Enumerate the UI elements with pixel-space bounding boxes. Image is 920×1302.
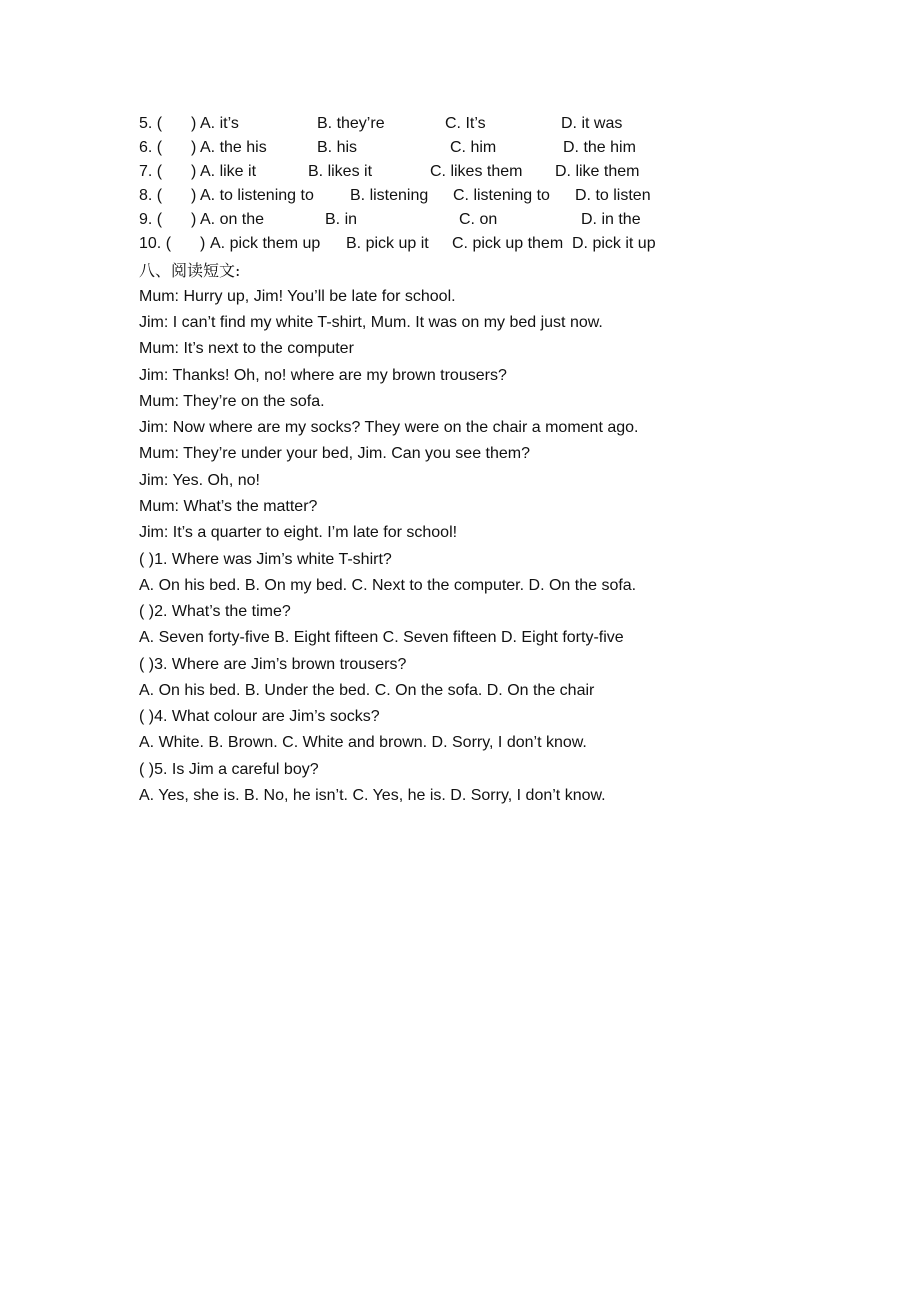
- reading-question-3: ( )3. Where are Jim’s brown trousers?: [139, 656, 407, 673]
- reading-question-2: ( )2. What’s the time?: [139, 603, 291, 620]
- option-d: D. like them: [555, 163, 640, 180]
- question-blank-close: ): [191, 187, 197, 204]
- option-c: C. him: [450, 139, 497, 156]
- question-number: 9. (: [139, 211, 163, 228]
- dialogue-line: Mum: Hurry up, Jim! You’ll be late for school.: [139, 288, 456, 305]
- option-c: C. listening to: [453, 187, 550, 204]
- option-d: D. the him: [563, 139, 636, 156]
- reading-options-5: A. Yes, she is. B. No, he isn’t. C. Yes, he is. D. Sorry, I don’t know.: [139, 787, 606, 804]
- reading-options-3: A. On his bed. B. Under the bed. C. On the sofa. D. On the chair: [139, 682, 595, 699]
- question-blank-close: ): [191, 139, 197, 156]
- question-blank-close: ): [191, 211, 197, 228]
- reading-question-5: ( )5. Is Jim a careful boy?: [139, 761, 319, 778]
- reading-options-1: A. On his bed. B. On my bed. C. Next to the computer. D. On the sofa.: [139, 577, 637, 594]
- option-a: A. it’s: [200, 115, 239, 132]
- question-blank-close: ): [191, 163, 197, 180]
- option-a: A. to listening to: [200, 187, 314, 204]
- option-c: C. likes them: [430, 163, 523, 180]
- reading-question-4: ( )4. What colour are Jim’s socks?: [139, 708, 380, 725]
- dialogue-line: Mum: It’s next to the computer: [139, 340, 354, 357]
- reading-question-1: ( )1. Where was Jim’s white T-shirt?: [139, 551, 392, 568]
- option-b: B. listening: [350, 187, 429, 204]
- question-number: 10. (: [139, 235, 172, 252]
- dialogue-line: Mum: They’re under your bed, Jim. Can you see them?: [139, 445, 530, 462]
- option-d: D. to listen: [575, 187, 651, 204]
- option-a: A. pick them up: [210, 235, 321, 252]
- dialogue-line: Jim: Now where are my socks? They were on the chair a moment ago.: [139, 419, 639, 436]
- reading-options-4: A. White. B. Brown. C. White and brown. D. Sorry, I don’t know.: [139, 734, 587, 751]
- question-blank-close: ): [191, 115, 197, 132]
- dialogue-line: Mum: What’s the matter?: [139, 498, 318, 515]
- option-a: A. the his: [200, 139, 267, 156]
- option-c: C. on: [459, 211, 498, 228]
- option-b: B. in: [325, 211, 358, 228]
- dialogue-line: Jim: I can’t find my white T-shirt, Mum. It was on my bed just now.: [139, 314, 603, 331]
- option-d: D. it was: [561, 115, 623, 132]
- option-b: B. pick up it: [346, 235, 429, 252]
- option-b: B. likes it: [308, 163, 373, 180]
- option-c: C. It’s: [445, 115, 486, 132]
- reading-options-2: A. Seven forty-five B. Eight fifteen C. Seven fifteen D. Eight forty-five: [139, 629, 624, 646]
- option-d: D. in the: [581, 211, 641, 228]
- dialogue-line: Jim: Thanks! Oh, no! where are my brown trousers?: [139, 367, 507, 384]
- question-blank-close: ): [200, 235, 206, 252]
- option-a: A. like it: [200, 163, 257, 180]
- dialogue-line: Jim: Yes. Oh, no!: [139, 472, 260, 489]
- dialogue-line: Jim: It’s a quarter to eight. I’m late for school!: [139, 524, 458, 541]
- question-number: 6. (: [139, 139, 163, 156]
- section-title: 八、阅读短文:: [139, 261, 241, 280]
- question-number: 7. (: [139, 163, 163, 180]
- question-number: 8. (: [139, 187, 163, 204]
- option-a: A. on the: [200, 211, 265, 228]
- dialogue-line: Mum: They’re on the sofa.: [139, 393, 325, 410]
- question-number: 5. (: [139, 115, 163, 132]
- option-d: D. pick it up: [572, 235, 656, 252]
- option-c: C. pick up them: [452, 235, 564, 252]
- option-b: B. his: [317, 139, 358, 156]
- option-b: B. they’re: [317, 115, 385, 132]
